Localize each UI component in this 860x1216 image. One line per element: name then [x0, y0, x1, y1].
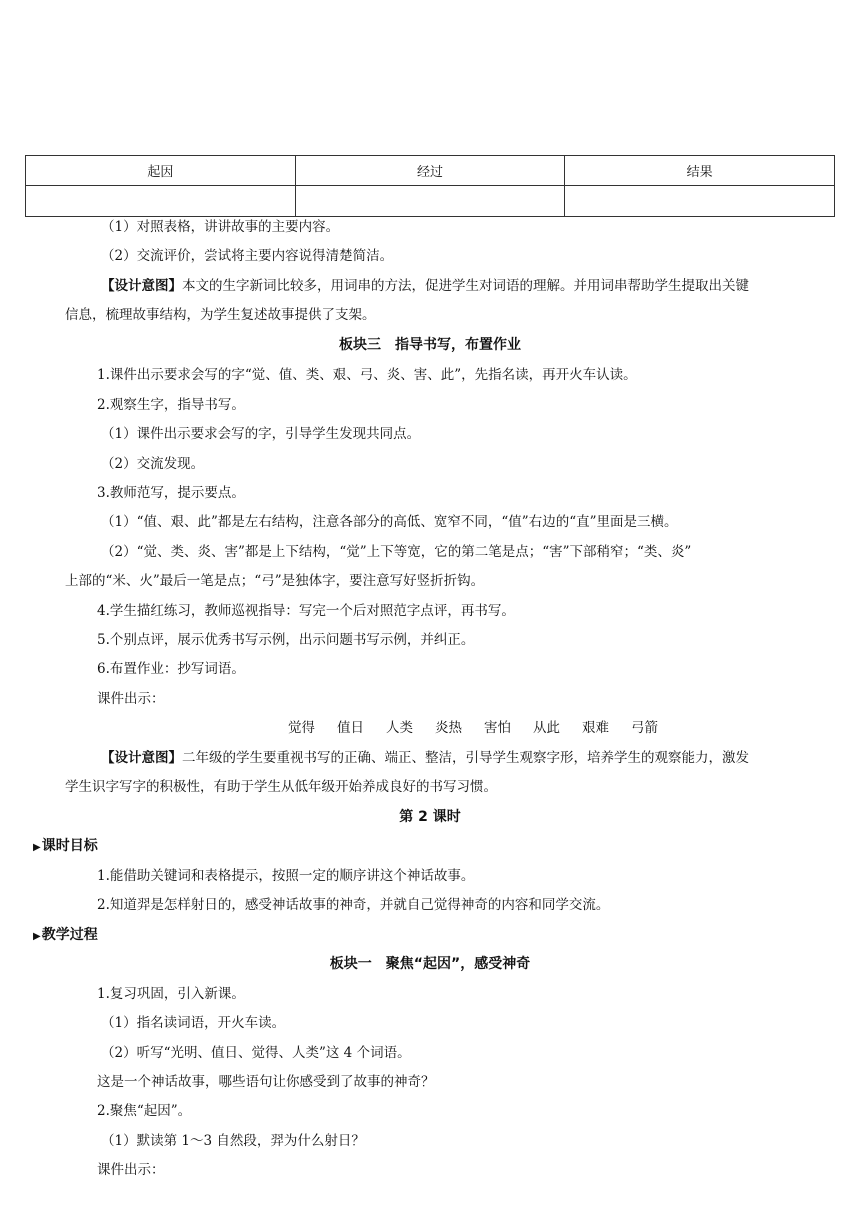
section-heading: 板块一 聚焦“起因”，感受神奇 [329, 956, 531, 972]
paragraph: 1.复习巩固，引入新课。 [97, 986, 245, 1002]
paragraph: 1.课件出示要求会写的字“觉、值、类、艰、弓、炎、害、此”，先指名读，再开火车认读。 [97, 367, 637, 383]
table-header-cell: 结果 [565, 156, 835, 186]
paragraph: （1）默读第 1～3 自然段，羿为什么射日？ [101, 1133, 365, 1149]
design-intent-tag: 【设计意图】 [101, 750, 182, 766]
word-list [288, 718, 658, 738]
table-header-row [26, 156, 835, 186]
table-cell [295, 186, 565, 217]
section-label-text: 课时目标 [41, 838, 98, 854]
word-item: 人类 [386, 720, 413, 736]
paragraph: 1.能借助关键词和表格提示，按照一定的顺序讲这个神话故事。 [97, 868, 475, 884]
paragraph: 学生识字写字的积极性，有助于学生从低年级开始养成良好的书写习惯。 [65, 779, 497, 795]
word-item: 值日 [337, 720, 364, 736]
paragraph: 4.学生描红练习，教师巡视指导：写完一个后对照范字点评，再书写。 [97, 603, 515, 619]
paragraph: （2）“觉、类、炎、害”都是上下结构，“觉”上下等宽，它的第二笔是点；“害”下部稍窄；“类、炎” [101, 544, 692, 560]
table-row [26, 186, 835, 217]
word-item: 觉得 [288, 720, 315, 736]
design-intent-paragraph [101, 276, 749, 296]
triangle-bullet-icon: ▶ [33, 842, 41, 853]
word-item: 炎热 [435, 720, 462, 736]
paragraph: 2.知道羿是怎样射日的，感受神话故事的神奇，并就自己觉得神奇的内容和同学交流。 [97, 897, 610, 913]
triangle-bullet-icon: ▶ [33, 931, 41, 942]
design-intent-text: 二年级的学生要重视书写的正确、端正、整洁，引导学生观察字形，培养学生的观察能力，激发 [182, 750, 749, 766]
paragraph: （1）对照表格，讲讲故事的主要内容。 [101, 219, 340, 235]
table-cell [26, 186, 296, 217]
paragraph: 2.观察生字，指导书写。 [97, 397, 245, 413]
word-item: 害怕 [484, 720, 511, 736]
paragraph: （2）听写“光明、值日、觉得、人类”这 4 个词语。 [101, 1045, 411, 1061]
design-intent-paragraph [101, 748, 749, 768]
table-header-cell: 经过 [295, 156, 565, 186]
section-label [33, 925, 98, 947]
word-item: 艰难 [582, 720, 609, 736]
design-intent-tag: 【设计意图】 [101, 278, 182, 294]
design-intent-text: 本文的生字新词比较多，用词串的方法，促进学生对词语的理解。并用词串帮助学生提取出关键 [182, 278, 749, 294]
word-item: 弓箭 [631, 720, 658, 736]
paragraph: 6.布置作业：抄写词语。 [97, 661, 245, 677]
paragraph: 5.个别点评，展示优秀书写示例，出示问题书写示例，并纠正。 [97, 632, 475, 648]
section-label [33, 836, 98, 858]
table-header-cell: 起因 [26, 156, 296, 186]
paragraph: 这是一个神话故事，哪些语句让你感受到了故事的神奇？ [97, 1074, 435, 1090]
word-item: 从此 [533, 720, 560, 736]
paragraph: （1）课件出示要求会写的字，引导学生发现共同点。 [101, 426, 421, 442]
table-cell [565, 186, 835, 217]
lesson-title: 第 2 课时 [399, 809, 461, 825]
paragraph: 课件出示： [97, 691, 165, 707]
paragraph: 上部的“米、火”最后一笔是点；“弓”是独体字，要注意写好竖折折钩。 [65, 573, 485, 589]
paragraph: 信息，梳理故事结构，为学生复述故事提供了支架。 [65, 307, 376, 323]
paragraph: 2.聚焦“起因”。 [97, 1103, 192, 1119]
paragraph: （2）交流发现。 [101, 456, 205, 472]
story-structure-table [25, 155, 835, 217]
section-heading: 板块三 指导书写，布置作业 [339, 337, 521, 353]
section-label-text: 教学过程 [41, 927, 98, 943]
paragraph: （1）指名读词语，开火车读。 [101, 1015, 286, 1031]
paragraph: 3.教师范写，提示要点。 [97, 485, 245, 501]
paragraph: 课件出示： [97, 1162, 165, 1178]
paragraph: （1）“值、艰、此”都是左右结构，注意各部分的高低、宽窄不同，“值”右边的“直”里面是三横。 [101, 514, 678, 530]
paragraph: （2）交流评价，尝试将主要内容说得清楚简洁。 [101, 248, 394, 264]
